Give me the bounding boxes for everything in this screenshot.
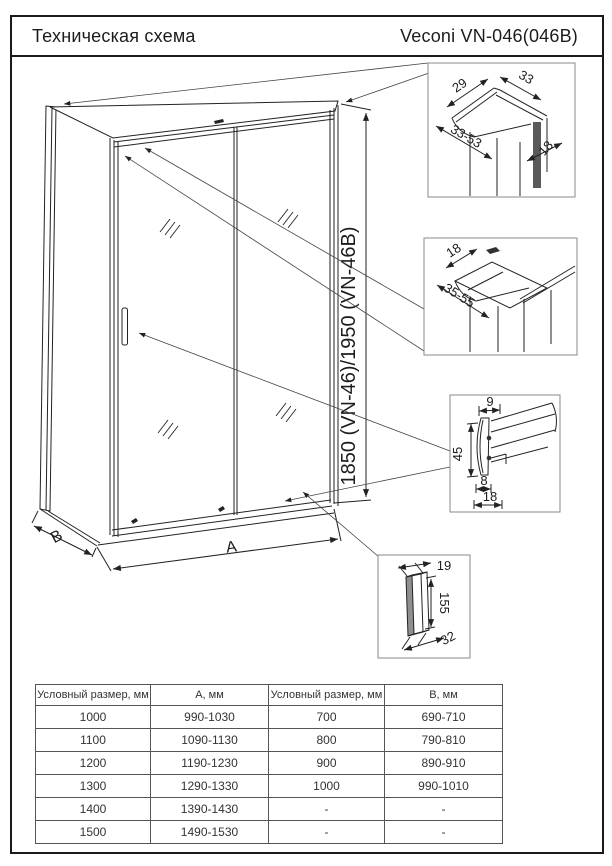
- dim-32: 32: [437, 628, 458, 649]
- detail-handle-section: [450, 394, 560, 512]
- dim-155: 155: [437, 592, 452, 614]
- table-cell: 1100: [36, 729, 151, 752]
- table-row: [36, 821, 503, 844]
- height-dimension-label: 1850 (VN-46)/1950 (VN-46B): [338, 226, 360, 486]
- dim-35-55: 35-55: [441, 280, 478, 311]
- table-cell: 990-1010: [385, 775, 503, 798]
- shower-enclosure: [40, 101, 338, 546]
- dim-33-53: 33-53: [448, 121, 485, 151]
- detail-top-rail: [424, 238, 577, 355]
- depth-dimension-label: B: [48, 527, 66, 548]
- dim-18: 18: [535, 137, 557, 159]
- table-cell: -: [385, 798, 503, 821]
- table-row: [36, 798, 503, 821]
- table-row: [36, 752, 503, 775]
- table-cell: 1390-1430: [151, 798, 269, 821]
- table-header-row: [36, 685, 503, 706]
- table-cell: -: [385, 821, 503, 844]
- dim-18: 18: [482, 489, 498, 504]
- door-handle: [122, 308, 128, 345]
- detail-wall-profile: [428, 63, 575, 197]
- right-wall-profile: [330, 105, 338, 506]
- table-row: [36, 706, 503, 729]
- table-cell: 1290-1330: [151, 775, 269, 798]
- detail-handle-front: [378, 555, 470, 658]
- width-dimension-label: A: [224, 538, 238, 557]
- table-cell: 790-810: [385, 729, 503, 752]
- dim-19: 19: [436, 558, 452, 573]
- table-header-cell: Условный размер, мм: [269, 685, 385, 706]
- table-cell: 1090-1130: [151, 729, 269, 752]
- title-bar: [10, 15, 604, 57]
- table-header-cell: А, мм: [151, 685, 269, 706]
- table-cell: 1400: [36, 798, 151, 821]
- dim-45: 45: [450, 446, 465, 462]
- table-cell: 900: [269, 752, 385, 775]
- roller-clip: [131, 518, 138, 524]
- dim-8: 8: [480, 473, 488, 488]
- table-cell: 1500: [36, 821, 151, 844]
- sheet-title: Техническая схема: [32, 25, 196, 46]
- table-cell: 890-910: [385, 752, 503, 775]
- table-cell: 1300: [36, 775, 151, 798]
- dim-33: 33: [516, 66, 537, 88]
- table-cell: 990-1030: [151, 706, 269, 729]
- glass-divider: [234, 127, 237, 515]
- roller-clip: [218, 506, 225, 512]
- table-cell: 690-710: [385, 706, 503, 729]
- table-cell: 800: [269, 729, 385, 752]
- dim-18: 18: [443, 239, 464, 261]
- dim-29: 29: [449, 75, 470, 96]
- side-panel: [40, 106, 100, 546]
- table-cell: 1000: [36, 706, 151, 729]
- model-title: Veconi VN-046(046B): [400, 25, 578, 46]
- left-wall-profile: [110, 138, 118, 537]
- glass-hatch: [158, 209, 298, 439]
- size-table: [35, 684, 503, 844]
- table-header-cell: В, мм: [385, 685, 503, 706]
- table-cell: 1000: [269, 775, 385, 798]
- table-cell: 700: [269, 706, 385, 729]
- table-row: [36, 775, 503, 798]
- table-header-cell: Условный размер, мм: [36, 685, 151, 706]
- table-cell: -: [269, 821, 385, 844]
- table-cell: 1490-1530: [151, 821, 269, 844]
- technical-diagram: [10, 57, 604, 684]
- table-cell: 1200: [36, 752, 151, 775]
- table-cell: -: [269, 798, 385, 821]
- glass-edge: [533, 122, 541, 188]
- dim-9: 9: [486, 394, 494, 409]
- table-cell: 1190-1230: [151, 752, 269, 775]
- depth-dimension-b: [32, 511, 96, 557]
- table-row: [36, 729, 503, 752]
